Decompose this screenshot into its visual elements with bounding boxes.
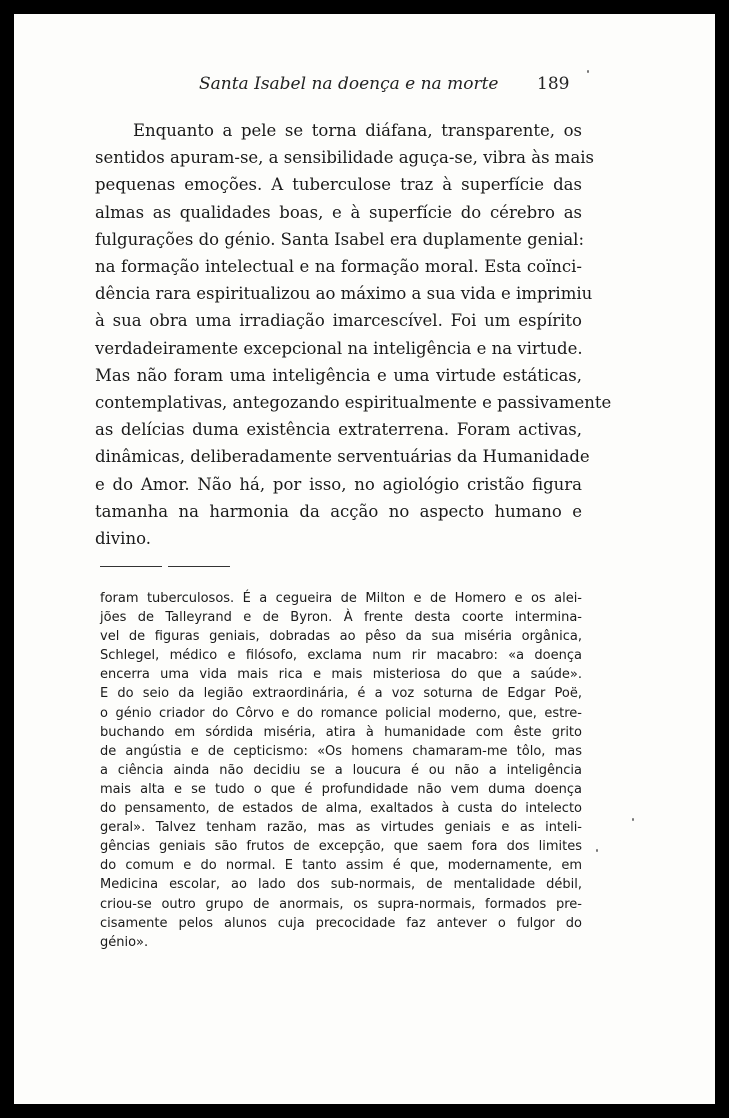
separator-segment [100,566,162,567]
footnote-line: Medicina escolar, ao lado dos sub-normais, de mentalidade débil, [100,877,582,893]
footnote-line: Schlegel, médico e filósofo, exclama num rir macabro: «a doença [100,648,582,664]
text-line: Mas não foram uma inteligência e uma virtude estáticas, [95,365,582,385]
footnote-line: o génio criador do Côrvo e do romance policial moderno, que, estre- [100,705,582,721]
separator-segment [168,566,230,567]
text-line: divino. [95,529,151,549]
footnote-line: geral». Talvez tenham razão, mas as virtudes geniais e as inteli- [100,820,582,836]
text-line: sentidos apuram-se, a sensibilidade aguça-se, vibra às mais [95,148,595,168]
print-speck [596,849,598,852]
text-line: tamanha na harmonia da acção no aspecto humano e [95,501,582,521]
text-line: à sua obra uma irradiação imarcescível. Foi um espírito [95,311,582,331]
footnote-line: buchando em sórdida miséria, atira à humanidade com êste grito [100,724,582,740]
footnote-line: mais alta e se tudo o que é profundidade não vem duma doença [100,781,582,797]
footnote-line: do pensamento, de estados de alma, exaltados à custa do intelecto [100,801,582,817]
footnote-line: do comum e do normal. E tanto assim é que, modernamente, em [100,858,582,874]
footnote-line: jões de Talleyrand e de Byron. À frente desta coorte intermina- [100,610,582,626]
book-page [14,14,715,1104]
running-title: Santa Isabel na doença e na morte [199,74,499,94]
text-line: verdadeiramente excepcional na inteligência e na virtude. [95,338,583,358]
footnote-line: vel de figuras geniais, dobradas ao pêso da sua miséria orgânica, [100,629,582,645]
text-line: e do Amor. Não há, por isso, no agiológio cristão figura [95,474,582,494]
text-line: contemplativas, antegozando espiritualmente e passivamente [95,393,612,413]
footnote-line: encerra uma vida mais rica e mais misteriosa do que a saúde». [100,667,582,683]
footnote-line: génio». [100,934,149,950]
text-line: na formação intelectual e na formação moral. Esta coïnci- [95,257,582,277]
text-line: fulgurações do génio. Santa Isabel era duplamente genial: [95,229,585,249]
footnote [100,589,582,952]
footnote-line: de angústia e de cepticismo: «Os homens chamaram-me tôlo, mas [100,743,582,759]
print-speck [587,70,589,73]
text-line: as delícias duma existência extraterrena. Foram activas, [95,420,582,440]
footnote-line: criou-se outro grupo de anormais, os supra-normais, formados pre- [100,896,582,912]
print-speck [632,818,634,821]
text-line: dência rara espiritualizou ao máximo a sua vida e imprimiu [95,284,593,304]
footnote-line: a ciência ainda não decidiu se a loucura é ou não a inteligência [100,762,582,778]
footnote-line: gências geniais são frutos de excepção, que saem fora dos limites [100,839,582,855]
footnote-line: E do seio da legião extraordinária, é a voz soturna de Edgar Poë, [100,686,582,702]
text-line: almas as qualidades boas, e à superfície do cérebro as [95,202,582,222]
main-text [95,117,612,552]
text-line: dinâmicas, deliberadamente serventuárias da Humanidade [95,447,590,467]
footnote-line: foram tuberculosos. É a cegueira de Milton e de Homero e os alei- [100,591,582,606]
text-line: pequenas emoções. A tuberculose traz à superfície das [95,175,582,195]
page-number: 189 [537,74,570,94]
footnote-line: cisamente pelos alunos cuja precocidade faz antever o fulgor do [100,915,582,931]
text-line: Enquanto a pele se torna diáfana, transparente, os [133,121,582,140]
